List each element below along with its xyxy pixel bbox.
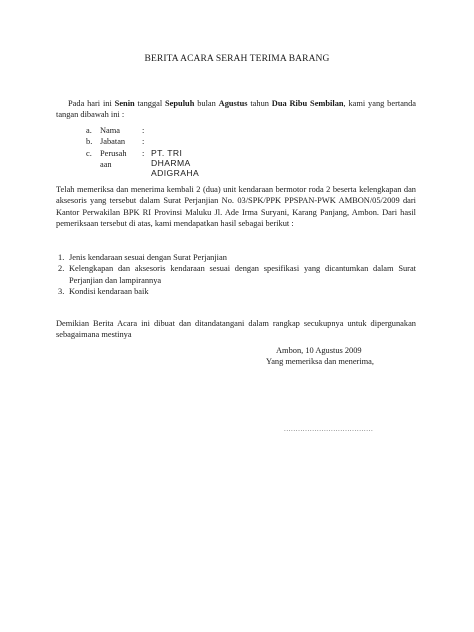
field-letter: c. <box>86 148 92 158</box>
list-number: 2. <box>58 264 65 274</box>
field-label: Jabatan <box>100 137 126 147</box>
intro-date: Sepuluh <box>165 99 195 108</box>
list-text: Kondisi kendaraan baik <box>69 287 149 297</box>
field-letter: a. <box>86 126 92 135</box>
list-item <box>56 263 416 286</box>
body-paragraph: Telah memeriksa dan menerima kembali 2 (dua) unit kendaraan bermotor roda 2 beserta kelengkapan dan aksesoris yang tersebut dalam Surat Perjanjian No. 03/SPK/PPK PPSPAN-PWK AMBON/05/2009 dari Kantor Perwakilan BPK RI Provinsi Maluku Jl. Ade Irma Suryani, Karang Panjang, Ambon. Dari hasil pemeriksaan tersebut di atas, kami mendapatkan hasil sebagai berikut : <box>56 185 416 229</box>
list-text: Kelengkapan dan aksesoris kendaraan sesuai dengan spesifikasi yang dicantumkan dalam Surat Perjanjian dan lampirannya <box>69 264 416 285</box>
field-label-continuation: aan <box>100 160 112 170</box>
intro-text: bulan <box>194 99 219 108</box>
field-label: Perusah <box>100 148 127 158</box>
document-title: BERITA ACARA SERAH TERIMA BARANG <box>144 54 330 64</box>
closing-paragraph: Demikian Berita Acara ini dibuat dan ditandatangani dalam rangkap secukupnya untuk dipergunakan sebagaimana mestinya <box>56 319 416 340</box>
field-value-company: PT. TRI DHARMA ADIGRAHA <box>151 147 200 178</box>
list-number: 3. <box>58 287 65 297</box>
list-number: 1. <box>58 253 65 262</box>
list-item <box>56 252 416 263</box>
intro-day: Senin <box>114 99 135 108</box>
intro-text: tanggal <box>134 99 166 108</box>
result-list <box>56 252 416 298</box>
signature-line: ...................................... <box>284 425 374 433</box>
list-item <box>56 286 416 297</box>
place-date: Ambon, 10 Agustus 2009 <box>276 346 362 355</box>
intro-text: , kami yang bertanda tangan dibawah ini : <box>56 99 417 120</box>
field-label: Nama <box>100 126 120 135</box>
intro-text: tahun <box>247 99 272 108</box>
field-colon: : <box>142 126 145 135</box>
intro-paragraph <box>56 98 416 121</box>
field-letter: b. <box>86 137 93 147</box>
intro-month: Agustus <box>218 99 248 108</box>
intro-text: Pada hari ini <box>68 99 115 108</box>
intro-year: Dua Ribu Sembilan <box>271 99 344 108</box>
signer-title: Yang memeriksa dan menerima, <box>266 357 374 366</box>
field-colon: : <box>142 137 145 147</box>
list-text: Jenis kendaraan sesuai dengan Surat Perjanjian <box>69 253 227 262</box>
field-colon: : <box>142 148 145 158</box>
